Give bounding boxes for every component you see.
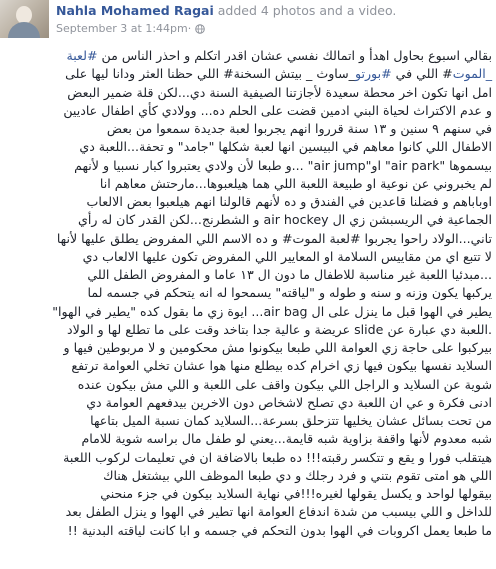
post-text-line (4, 485, 492, 503)
post-text-segment: ...مبدئيا اللعبة غير مناسبة للاطفال ما دون ال ١٣ عاما و المفروض الطفل اللي (87, 267, 492, 282)
post-text-line (4, 138, 492, 156)
hashtag-link[interactable]: _الموت (452, 66, 492, 82)
post-text-segment: بيركبوا على حاجة زي العوامة اللي طبعا بيكونوا مش محكومين و لا مربوطين فيها و (63, 340, 492, 355)
post-meta (56, 22, 205, 35)
hashtag-link[interactable]: #لعبة (66, 48, 98, 63)
post-text-segment: اللي هو امتى تقوم بتني و فرد رجلك و دي طبعا الموظف اللي بيشتغل هناك (103, 467, 492, 483)
post-text-line (4, 449, 492, 467)
post-text-line (4, 339, 492, 357)
post-text-line (4, 102, 492, 120)
post-text-line (4, 394, 492, 412)
post-text-line (4, 357, 492, 375)
meta-separator: · (187, 22, 192, 35)
post-text-line (4, 230, 492, 248)
post-text-segment: للداخل و اللي بيسبب من شدة اندفاع العوامة انها تطير في الهوا و ينزل الطفل بعد (65, 504, 492, 520)
post-text-line (4, 47, 492, 65)
post-text-segment: امل انها تكون اخر محطة سعيدة لأجازتنا الصيفية السنة دي...لكن قلة ضمير البعض (67, 84, 492, 100)
post-text-segment: يركبها يكون وزنه و سنه و طوله و "لياقته" يسمحوا له انه يتحكم في جسمه لما (87, 285, 492, 301)
post-text-line (4, 321, 492, 339)
post-text-segment: الجماعية في الريسبشن زي ال air hockey و الشطرنج...لكن القدر كان له رأي (78, 212, 492, 228)
post-text-segment: من تحت بسائل عشان يخليها تتزحلق بسرعة...السلايد كمان نسبة الميل بتاعها (90, 413, 492, 428)
post-text-line (4, 84, 492, 102)
globe-icon[interactable] (195, 24, 205, 34)
post-text-line (4, 284, 492, 302)
post-text-line (4, 303, 492, 321)
post-text-line (4, 266, 492, 284)
post-text-segment: السلايد نفسها بيكون فيها زي اخرام كده بيطلع منها هوا عشان تخلي العوامة ترتفع (71, 358, 492, 374)
post-action-text: added 4 photos and a video. (213, 3, 397, 18)
post-text-segment: تاني...الولاد راحوا يجربوا #لعبة الموت# و ده الاسم اللي المفروض يطلق عليها لأنها (56, 230, 492, 246)
post-text-segment: لم يخبروني عن نوعية او طبيعة اللعبة اللي هما هيلعبوها...مارحتش معاهم انا (99, 175, 492, 191)
post-text-segment: الاطفال اللي كانوا معاهم في البيسين انها لعبة شكلها "جامد" و تحفة...اللعبة دي (79, 139, 492, 155)
post-text-line (4, 376, 492, 394)
post-text-line (4, 157, 492, 175)
post-timestamp-link[interactable]: September 3 at 1:44pm (56, 22, 188, 35)
post-text-segment: اوباباهم و فضلنا قاعدين في الفندق و ده لأنهم قالولنا انهم هيلعبوا بعض الالعاب (86, 194, 492, 209)
post-text-segment: # اللي في (391, 66, 453, 82)
post-text-segment: ادنى فكرة و عي ان اللعبة دي تصلح لاشخاص دون الاخرين بيدفعهم العوامة دي (86, 394, 492, 410)
author-line (56, 3, 396, 18)
author-avatar[interactable] (0, 0, 49, 38)
post-text-line (4, 503, 492, 521)
post-text-line (4, 65, 492, 83)
avatar-body-shape (8, 22, 40, 38)
post-text-segment: _ساوث _ بيتش السخنة# اللي حظنا العثر ودانا ليها على (65, 66, 355, 82)
post-text-line (4, 412, 492, 430)
post-text-segment: و عدم الاكتراث لحياة البني ادمين قضت على الحلم ده... وولادي كأي اطفال عاديين (63, 102, 492, 118)
post-text-line (4, 467, 492, 485)
hashtag-link[interactable]: #بورتو (354, 66, 392, 82)
post-text-segment: في سنهم ٩ سنين و ١٣ سنة قرروا انهم يجربوا لعبة جديدة سمعوا من بعض (106, 121, 492, 136)
post-text-line (4, 120, 492, 138)
post-text-line (4, 430, 492, 448)
post-text-segment: لا تتبع اي من مقاييس السلامة او المعايير اللي المفروض تكون عليها الالعاب دي (82, 248, 492, 264)
post-text-line (4, 211, 492, 229)
post-header (0, 0, 496, 44)
post-text-segment: هيتقلب فورا و يقع و تتكسر رقبته!!! ده طبعا بالاضافة ان في تعليمات لركوب اللعبة (63, 449, 492, 465)
post-body-text (4, 47, 492, 540)
author-name-link[interactable]: Nahla Mohamed Ragai (56, 3, 214, 18)
post-text-segment: شوية عن السلايد و الراجل اللي بيكون واقف على اللعبة و اللي مش بيكون عنده (77, 376, 492, 392)
post-text-segment: بيقولها لواحد و يكسل يقولها لغيره!!!في نهاية السلايد بيكون في جزء منحني (100, 486, 492, 501)
post-text-segment: بيسموها "air park" او"air jump" ...و طبعا لأن ولادي يعتبروا كبار نسبيا و لأنهم (74, 157, 492, 173)
post-text-segment: شبه معدوم لأنها واقفة بزاوية شبه قايمة...يعني لو طفل مال براسه شوية للامام (81, 431, 492, 447)
post-text-line (4, 248, 492, 266)
post-text-segment: ما طبعا يعمل اكروبات في الهوا بدون التحكم في جسمه و ابا كانت لياقته البدنية !! (67, 522, 492, 538)
post-text-segment: يطير في الهوا قبل ما ينزل على ال air bag... ايوة زي ما بقول كده "يطير في الهوا" (52, 303, 492, 319)
post-text-line (4, 193, 492, 211)
post-text-segment: بقالي اسبوع بحاول اهدأ و اتمالك نفسي عشان اقدر اتكلم و احذر الناس من (97, 48, 492, 63)
post-text-line (4, 522, 492, 540)
post-text-segment: .اللعبة دي عبارة عن slide عريضة و عالية جدا بتاخد وقت على ما تطلع لها و الولاد (67, 321, 492, 337)
post-text-line (4, 175, 492, 193)
